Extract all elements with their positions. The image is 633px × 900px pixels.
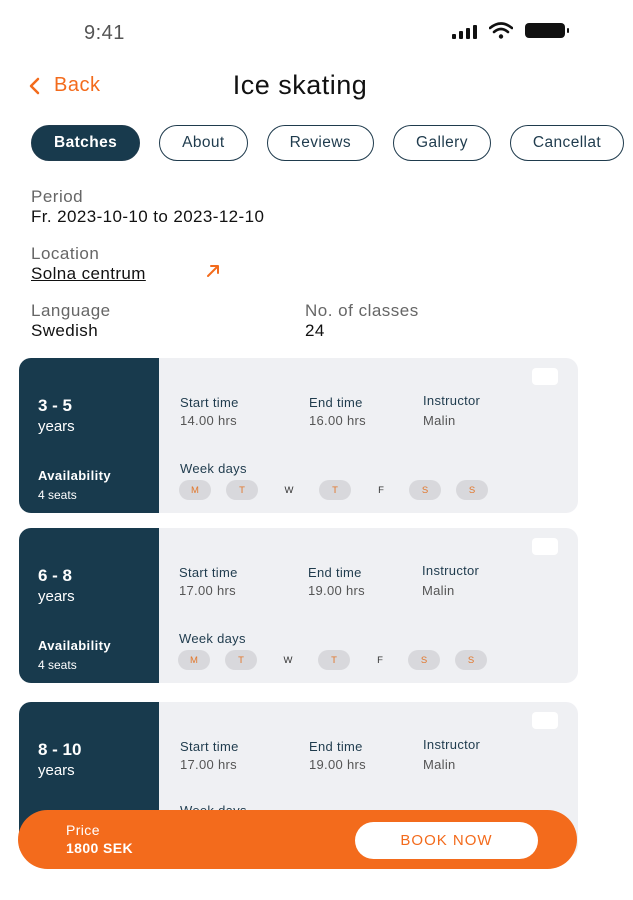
end-time-label: End time — [309, 739, 363, 754]
day-friday: F — [377, 654, 383, 666]
signal-icon — [452, 23, 477, 39]
book-now-button[interactable]: BOOK NOW — [355, 822, 538, 859]
day-wednesday: W — [284, 484, 294, 496]
start-time-value: 17.00 hrs — [180, 757, 237, 772]
age-unit: years — [38, 762, 75, 779]
start-time-value: 17.00 hrs — [179, 583, 236, 598]
location-label: Location — [31, 244, 100, 263]
tab-reviews[interactable]: Reviews — [267, 125, 374, 161]
batch-summary — [19, 358, 159, 513]
price-label: Price — [66, 822, 100, 838]
start-time-label: Start time — [179, 565, 238, 580]
period-label: Period — [31, 187, 84, 206]
batch-card[interactable] — [19, 358, 578, 513]
instructor-value: Malin — [423, 413, 456, 428]
batch-checkbox[interactable] — [532, 368, 558, 385]
tab-batches[interactable]: Batches — [31, 125, 140, 161]
age-unit: years — [38, 418, 75, 435]
start-time-value: 14.00 hrs — [180, 413, 237, 428]
instructor-value: Malin — [422, 583, 455, 598]
day-thursday: T — [318, 650, 350, 670]
location-link[interactable]: Solna centrum — [31, 264, 146, 283]
age-unit: years — [38, 588, 75, 605]
instructor-label: Instructor — [423, 393, 481, 408]
price-value: 1800 SEK — [66, 840, 134, 856]
tab-bar — [31, 125, 624, 161]
day-sunday: S — [456, 480, 488, 500]
day-saturday: S — [408, 650, 440, 670]
start-time-label: Start time — [180, 739, 239, 754]
status-bar — [0, 0, 633, 60]
day-sunday: S — [455, 650, 487, 670]
end-time-value: 19.00 hrs — [309, 757, 366, 772]
availability-label: Availability — [38, 638, 111, 653]
booking-bar — [18, 810, 577, 869]
day-friday: F — [378, 484, 384, 496]
end-time-label: End time — [308, 565, 362, 580]
end-time-value: 19.00 hrs — [308, 583, 365, 598]
battery-icon — [525, 23, 565, 38]
day-thursday: T — [319, 480, 351, 500]
day-saturday: S — [409, 480, 441, 500]
classes-value: 24 — [305, 321, 325, 340]
end-time-label: End time — [309, 395, 363, 410]
start-time-label: Start time — [180, 395, 239, 410]
age-range: 3 - 5 — [38, 396, 73, 415]
status-time: 9:41 — [84, 22, 125, 44]
week-days-label: Week days — [180, 461, 247, 476]
instructor-value: Malin — [423, 757, 456, 772]
status-icons — [452, 22, 565, 39]
tab-gallery[interactable]: Gallery — [393, 125, 491, 161]
language-label: Language — [31, 301, 111, 320]
period-value: Fr. 2023-10-10 to 2023-12-10 — [31, 207, 265, 226]
day-monday: M — [178, 650, 210, 670]
instructor-label: Instructor — [423, 737, 481, 752]
age-range: 8 - 10 — [38, 740, 82, 759]
wifi-icon — [489, 22, 513, 39]
page-title: Ice skating — [232, 70, 368, 100]
age-range: 6 - 8 — [38, 566, 73, 585]
batch-checkbox[interactable] — [532, 712, 558, 729]
language-value: Swedish — [31, 321, 99, 340]
batch-checkbox[interactable] — [532, 538, 558, 555]
availability-value: 4 seats — [38, 488, 77, 502]
week-days-label: Week days — [179, 631, 246, 646]
classes-label: No. of classes — [305, 301, 419, 320]
day-wednesday: W — [283, 654, 293, 666]
tab-about[interactable]: About — [159, 125, 248, 161]
batch-card[interactable] — [19, 528, 578, 683]
batch-summary — [19, 528, 159, 683]
day-tuesday: T — [225, 650, 257, 670]
day-tuesday: T — [226, 480, 258, 500]
availability-value: 4 seats — [38, 658, 77, 672]
back-label: Back — [54, 74, 101, 96]
instructor-label: Instructor — [422, 563, 480, 578]
tab-cancellation[interactable]: Cancellat — [510, 125, 624, 161]
availability-label: Availability — [38, 468, 111, 483]
day-monday: M — [179, 480, 211, 500]
external-link-icon[interactable] — [205, 263, 221, 279]
end-time-value: 16.00 hrs — [309, 413, 366, 428]
